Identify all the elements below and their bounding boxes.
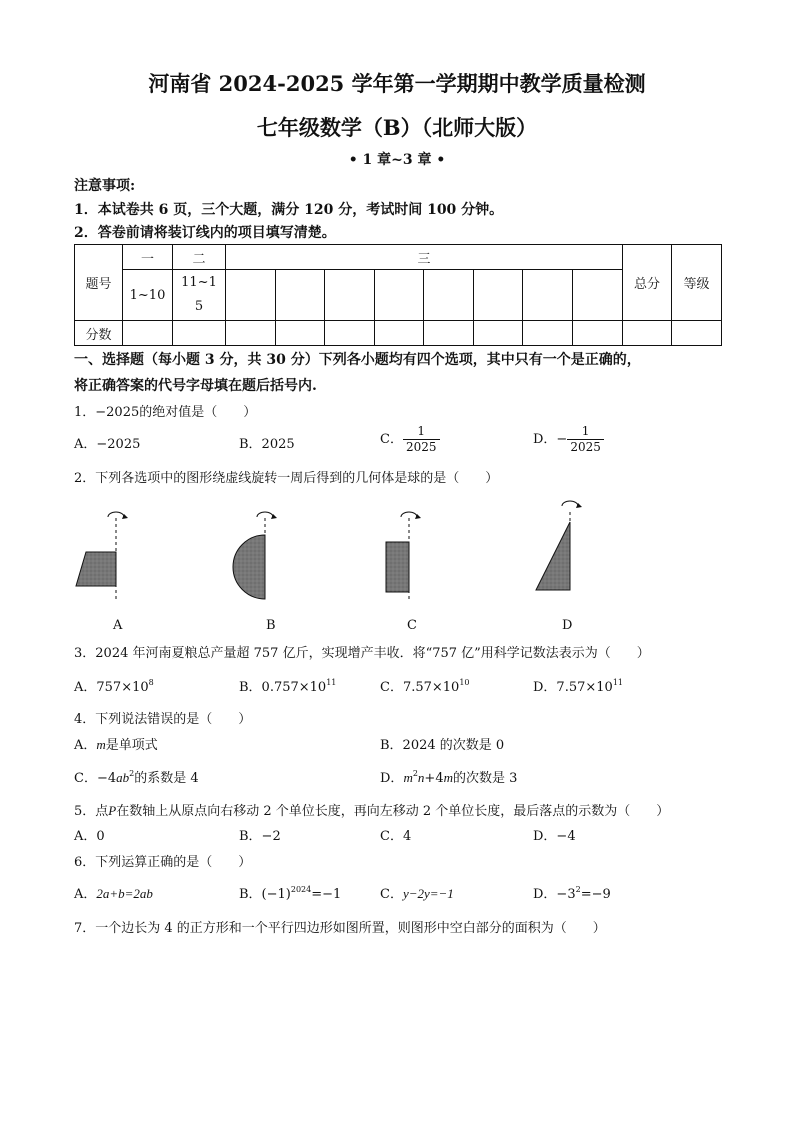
score-table	[74, 244, 722, 346]
score-table-score-cell[interactable]	[123, 321, 173, 346]
question-5-option-a: A．0	[74, 829, 105, 844]
question-1-option-d: D．− $\frac{1}{2025}$	[533, 424, 604, 455]
score-table-score-cell[interactable]	[173, 321, 226, 346]
exam-subtitle: 七年级数学（B）（北师大版）	[256, 115, 538, 140]
question-5-option-d: D．−4	[533, 829, 576, 844]
score-table-blank	[523, 270, 573, 321]
score-table-row-label: 题号	[75, 245, 123, 321]
question-1-option-d-numerator: 1	[567, 424, 604, 440]
question-1-option-b: B．2025	[239, 437, 295, 452]
question-1-option-d-denominator: 2025	[570, 440, 601, 454]
score-table-score-cell[interactable]	[623, 321, 672, 346]
score-table-score-cell[interactable]	[424, 321, 474, 346]
question-5-option-b: B．−2	[239, 829, 281, 844]
score-table-score-cell[interactable]	[275, 321, 325, 346]
figure-b-semicircle	[233, 512, 277, 600]
score-table-score-cell[interactable]	[226, 321, 276, 346]
score-table-score-cell[interactable]	[473, 321, 523, 346]
score-table-score-cell[interactable]	[523, 321, 573, 346]
question-3-option-b: B．$0.757\times 10^{11}$	[239, 678, 337, 695]
score-table-blank	[473, 270, 523, 321]
score-table-blank	[424, 270, 474, 321]
score-table-blank	[226, 270, 276, 321]
figure-label-a: A	[113, 618, 123, 633]
figure-c-rectangle	[386, 512, 421, 602]
question-4-option-b: B．2024 的次数是 0	[380, 738, 505, 753]
question-4-option-c: C．$-4ab^2$的系数是 4	[74, 769, 199, 786]
chapter-scope: • 1 章~3 章 •	[348, 152, 446, 168]
question-4-option-a: A．m是单项式	[74, 737, 158, 753]
question-5-option-c: C．4	[380, 829, 412, 844]
score-table-score-cell[interactable]	[572, 321, 622, 346]
score-table-range-1: 1~10	[123, 270, 173, 321]
question-4-stem: 4．下列说法错误的是（ ）	[74, 712, 252, 727]
section-1-instructions-line-2: 将正确答案的代号字母填在题后括号内.	[74, 378, 317, 394]
score-table-total: 总分	[623, 245, 672, 321]
score-table-score-label: 分数	[75, 321, 123, 346]
figure-label-b: B	[266, 618, 276, 633]
question-1-stem: 1．−2025的绝对值是（ ）	[74, 405, 257, 420]
section-1-instructions-line-1: 一、选择题（每小题 3 分，共 30 分）下列各小题均有四个选项，其中只有一个是正确的，	[74, 352, 641, 368]
question-6-option-c: C．y−2y=−1	[380, 886, 454, 902]
question-1-option-c: C． $\frac{1}{2025}$	[380, 424, 440, 455]
score-table-score-cell[interactable]	[325, 321, 375, 346]
figure-a-trapezoid	[76, 512, 128, 602]
score-table-blank	[572, 270, 622, 321]
score-table-blank	[275, 270, 325, 321]
question-5-stem: 5．点P在数轴上从原点向右移动 2 个单位长度，再向左移动 2 个单位长度，最后落点的示数为（ ）	[74, 803, 670, 819]
question-3-option-a: A．$757\times 10^8$	[74, 678, 154, 695]
question-3-option-c: C．$7.57\times 10^{10}$	[380, 678, 470, 695]
score-table-blank	[325, 270, 375, 321]
notes-item-1: 1．本试卷共 6 页，三个大题，满分 120 分，考试时间 100 分钟。	[74, 202, 504, 218]
question-1-option-a: A．−2025	[74, 437, 141, 452]
question-1-option-c-denominator: 2025	[405, 440, 437, 454]
exam-title: 河南省 2024-2025 学年第一学期期中教学质量检测	[148, 71, 646, 96]
question-2-figures	[70, 490, 630, 638]
question-6-option-d: D．$-3^2=-9$	[533, 885, 611, 902]
score-table-blank	[374, 270, 424, 321]
question-3-option-d: D．$7.57\times 10^{11}$	[533, 678, 623, 695]
notes-heading: 注意事项:	[74, 178, 136, 194]
question-7-stem: 7．一个边长为 4 的正方形和一个平行四边形如图所置，则图形中空白部分的面积为（ ）	[74, 921, 606, 936]
notes-item-2: 2．答卷前请将装订线内的项目填写清楚。	[74, 225, 336, 241]
question-6-stem: 6．下列运算正确的是（ ）	[74, 855, 252, 870]
figure-d-triangle	[536, 501, 582, 590]
question-1-option-c-numerator: 1	[403, 424, 440, 440]
question-3-stem: 3．2024 年河南夏粮总产量超 757 亿斤，实现增产丰收．将“757 亿”用科学记数法表示为（ ）	[74, 646, 650, 661]
question-2-stem: 2．下列各选项中的图形绕虚线旋转一周后得到的几何体是球的是（ ）	[74, 471, 499, 486]
score-table-score-cell[interactable]	[672, 321, 722, 346]
score-table-range-2: 11~1 5	[173, 270, 226, 321]
question-6-option-a: A．2a+b=2ab	[74, 886, 153, 902]
score-table-section-2: 二	[173, 245, 226, 270]
question-6-option-b: B．$(-1)^{2024}=-1$	[239, 885, 342, 902]
score-table-grade: 等级	[672, 245, 722, 321]
question-4-option-d: D．$m^2n+4m$的次数是 3	[380, 769, 518, 786]
score-table-score-cell[interactable]	[374, 321, 424, 346]
score-table-section-1: 一	[123, 245, 173, 270]
score-table-section-3: 三	[226, 245, 623, 270]
figure-label-c: C	[407, 618, 417, 633]
figure-label-d: D	[562, 618, 573, 633]
